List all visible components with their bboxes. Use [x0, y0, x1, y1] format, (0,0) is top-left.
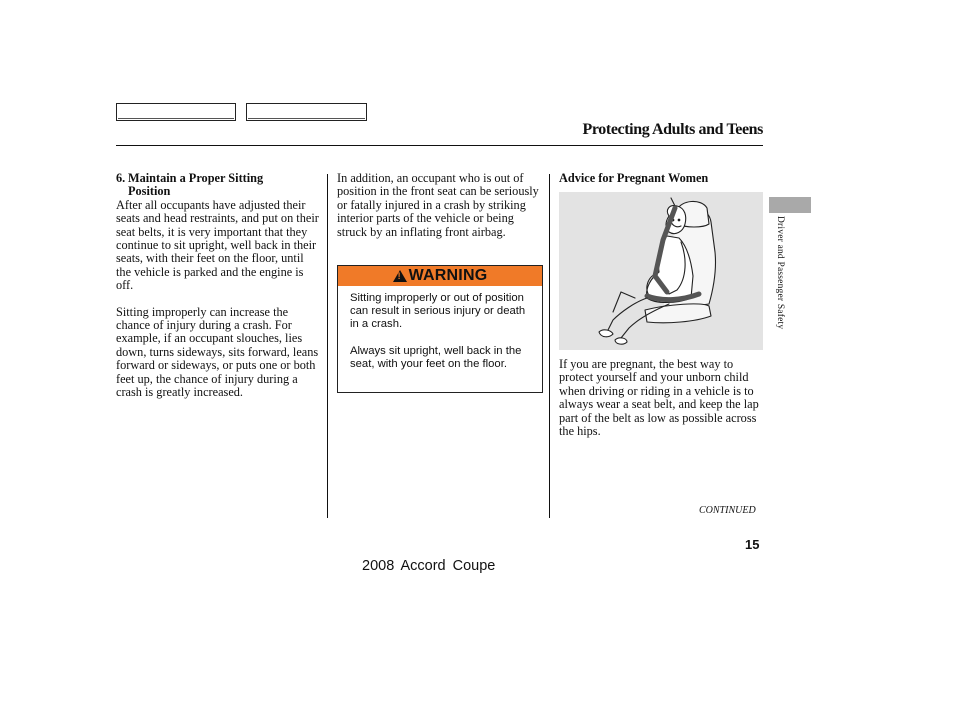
column-1 [116, 172, 321, 400]
page-title: Protecting Adults and Teens [582, 121, 763, 138]
illustration-drawing [559, 192, 763, 350]
body-paragraph: After all occupants have adjusted their seats and head restraints, and put on their seat belts, it is very important that they continue to sit upright, well back in their seats, with their feet on the floor, until the vehicle is parked and the engine is off. [116, 197, 319, 293]
continued-label: CONTINUED [699, 505, 756, 516]
page-number: 15 [745, 537, 760, 552]
section-heading [116, 172, 321, 199]
nav-button-right[interactable] [246, 103, 367, 121]
column-2 [337, 172, 543, 239]
section-tab-label: Driver and Passenger Safety [775, 216, 785, 330]
warning-triangle-icon [393, 270, 407, 282]
body-paragraph: In addition, an occupant who is out of position in the front seat can be seriously or fatally injured in a crash by striking interior parts of the vehicle or being struck by an inflating front airbag. [337, 171, 539, 239]
heading-line2: Position [128, 184, 171, 199]
nav-button-left[interactable] [116, 103, 236, 121]
body-paragraph: Sitting improperly can increase the chance of injury during a crash. For example, if an occupant slouches, lies down, turns sideways, sits forward, leans forward or sideways, or puts one or both feet up, the chance of injury during a crash is greatly increased. [116, 304, 319, 400]
section-tab [769, 197, 811, 213]
column-3-body [559, 358, 762, 438]
column-divider [549, 174, 550, 518]
heading-number: 6. [116, 171, 126, 185]
warning-box [337, 265, 543, 393]
pregnant-woman-seatbelt-illustration [559, 192, 763, 350]
warning-text: Sitting improperly or out of position can result in serious injury or death in a crash. [350, 292, 526, 331]
warning-header [338, 266, 542, 286]
warning-label: WARNING [408, 267, 488, 284]
column-3 [559, 172, 762, 185]
column-divider [327, 174, 328, 518]
footer-model: 2008 Accord Coupe [362, 558, 496, 574]
warning-text: Always sit upright, well back in the seat, with your feet on the floor. [350, 344, 522, 370]
section-heading: Advice for Pregnant Women [559, 171, 709, 185]
warning-body [338, 286, 542, 371]
title-rule [116, 145, 763, 146]
body-paragraph: If you are pregnant, the best way to protect yourself and your unborn child when driving or riding in a vehicle is to always wear a seat belt, and keep the lap part of the belt as low as possible across the hips. [559, 357, 759, 439]
heading-line1: Maintain a Proper Sitting [128, 171, 264, 185]
